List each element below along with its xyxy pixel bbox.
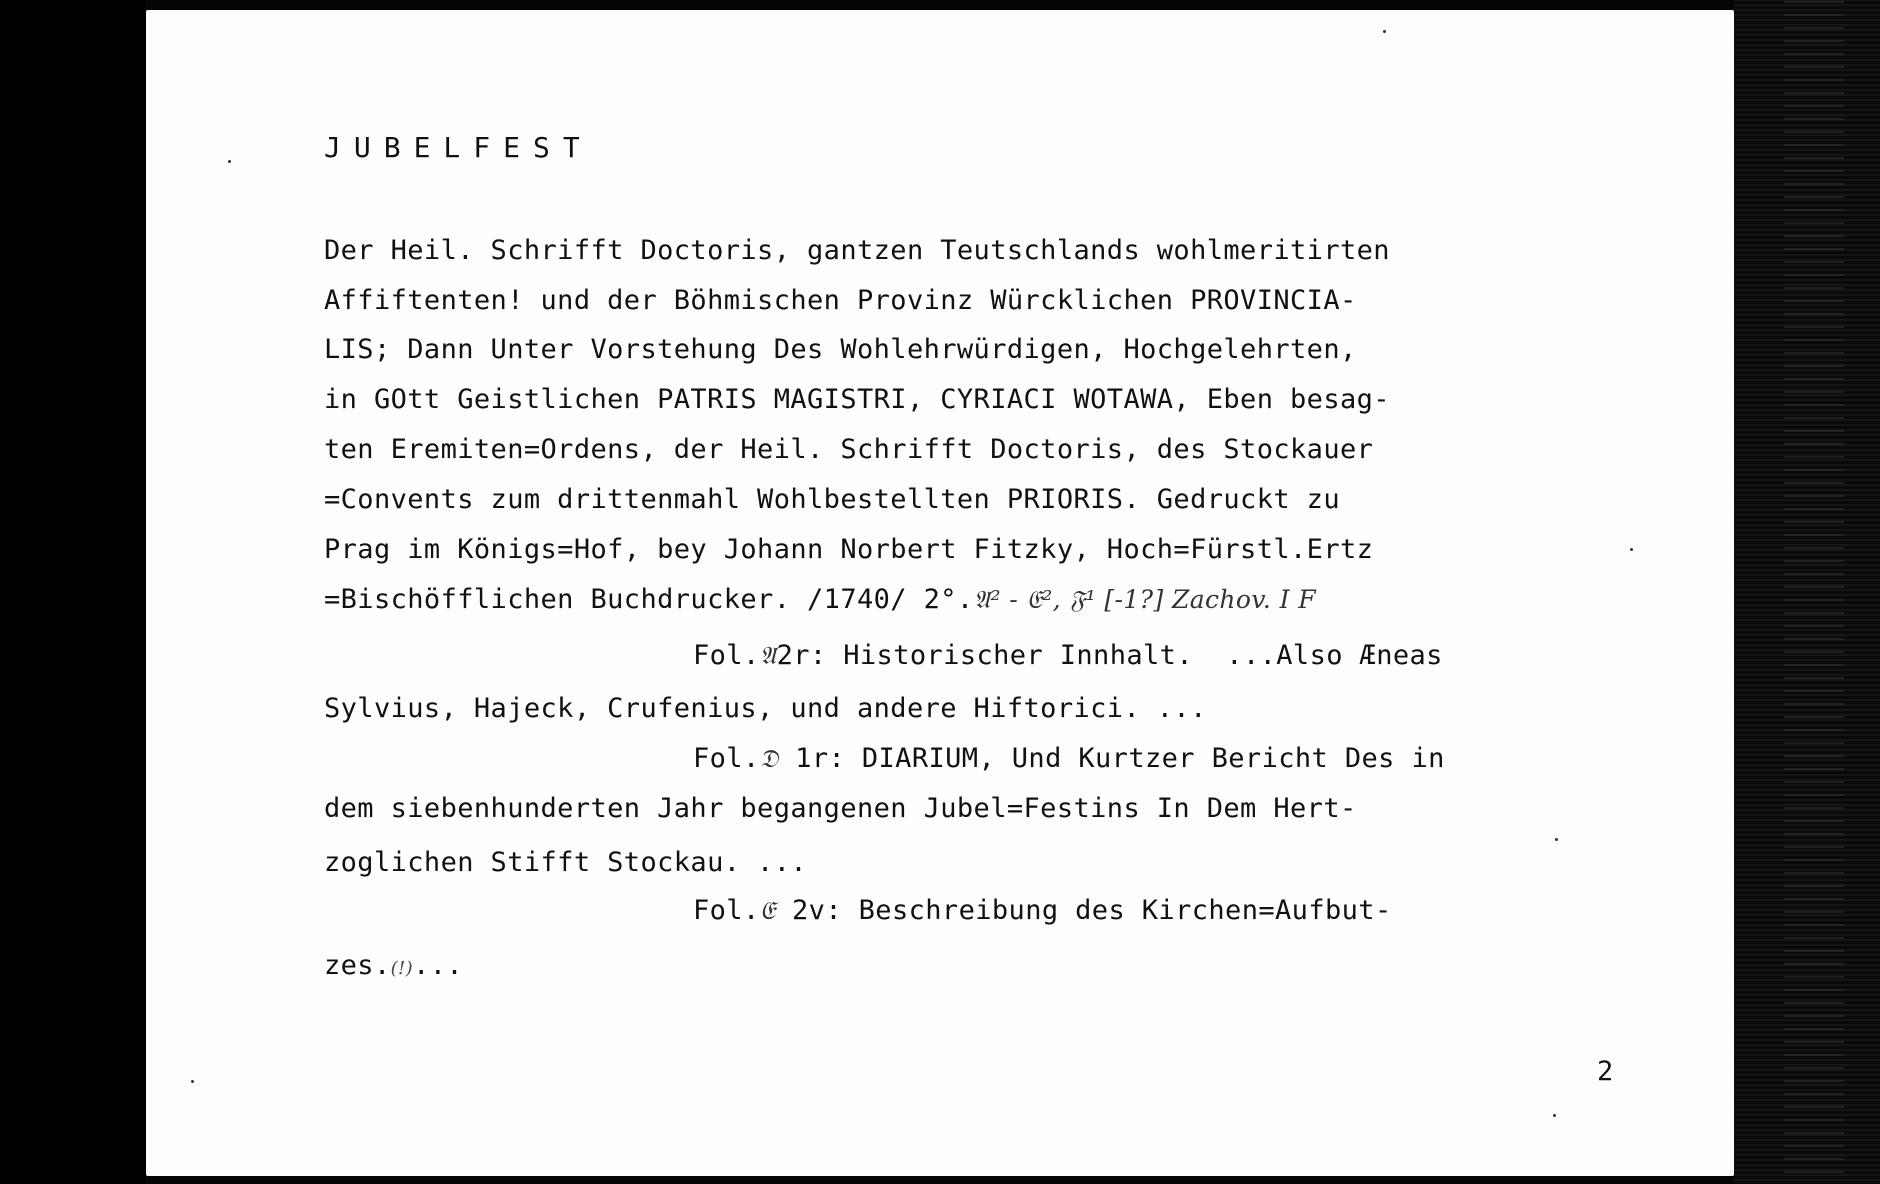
text-line-6: =Convents zum drittenmahl Wohlbestellten PRIORIS. Gedruckt zu (324, 484, 1340, 515)
fol-text-3: 2v: Beschreibung des Kirchen=Aufbut- (775, 895, 1392, 926)
handwritten-collation: 𝔄² - 𝔈², 𝔉¹ [-1?] Zachov. I F (973, 585, 1316, 614)
scan-speck (1553, 1114, 1556, 1117)
scan-speck (191, 1080, 194, 1083)
fol-text-2: 1r: DIARIUM, Und Kurtzer Bericht Des in (778, 743, 1445, 774)
fol-label-1: Fol. (693, 640, 760, 671)
page-number: 2 (1597, 1056, 1614, 1087)
scan-speck (1383, 30, 1386, 33)
text-line-7: Prag im Königs=Hof, bey Johann Norbert Fitzky, Hoch=Fürstl.Ertz (324, 534, 1374, 565)
text-line-3: LIS; Dann Unter Vorstehung Des Wohlehrwürdigen, Hochgelehrten, (324, 334, 1357, 365)
fol-label-2: Fol. (693, 743, 760, 774)
text-line-8 (324, 586, 1316, 613)
scan-speck (1630, 548, 1633, 551)
fol-continuation-1: Sylvius, Hajeck, Crufenius, und andere Hiftorici. ... (324, 693, 1207, 724)
text-line-2: Affiftenten! und der Böhmischen Provinz Würcklichen PROVINCIA- (324, 285, 1357, 316)
scan-speck (1555, 838, 1558, 841)
fol-continuation-2b: zoglichen Stifft Stockau. ... (324, 847, 808, 878)
fol-continuation-3-text: zes. (324, 950, 391, 981)
fol-continuation-3 (324, 952, 463, 982)
card-heading: JUBELFEST (324, 131, 593, 164)
scan-right-edge (1734, 0, 1880, 1184)
fol-continuation-3-tail: ... (413, 950, 464, 981)
fol-label-3: Fol. (693, 895, 760, 926)
fol-entry-2 (693, 745, 1445, 772)
text-line-1: Der Heil. Schrifft Doctoris, gantzen Teutschlands wohlmeritirten (324, 235, 1390, 266)
handwritten-mark: (!) (390, 958, 414, 979)
fol-text-1: 2r: Historischer Innhalt. ...Also Æneas (776, 640, 1443, 671)
handwritten-sign-1: 𝔄 (759, 641, 777, 670)
text-line-4: in GOtt Geistlichen PATRIS MAGISTRI, CYRIACI WOTAWA, Eben besag- (324, 384, 1390, 415)
scan-left-border (0, 0, 146, 1184)
handwritten-sign-3: 𝔈 (759, 896, 776, 925)
imprint-line: =Bischöfflichen Buchdrucker. /1740/ 2°. (324, 584, 974, 615)
handwritten-sign-2: 𝔇 (759, 744, 779, 773)
fol-entry-1 (693, 642, 1443, 669)
scan-edge-pattern (1784, 0, 1844, 1184)
fol-continuation-2a: dem siebenhunderten Jahr begangenen Jubel=Festins In Dem Hert- (324, 793, 1357, 824)
fol-entry-3 (693, 897, 1392, 924)
text-line-5: ten Eremiten=Ordens, der Heil. Schrifft Doctoris, des Stockauer (324, 434, 1374, 465)
scan-speck (228, 160, 231, 163)
